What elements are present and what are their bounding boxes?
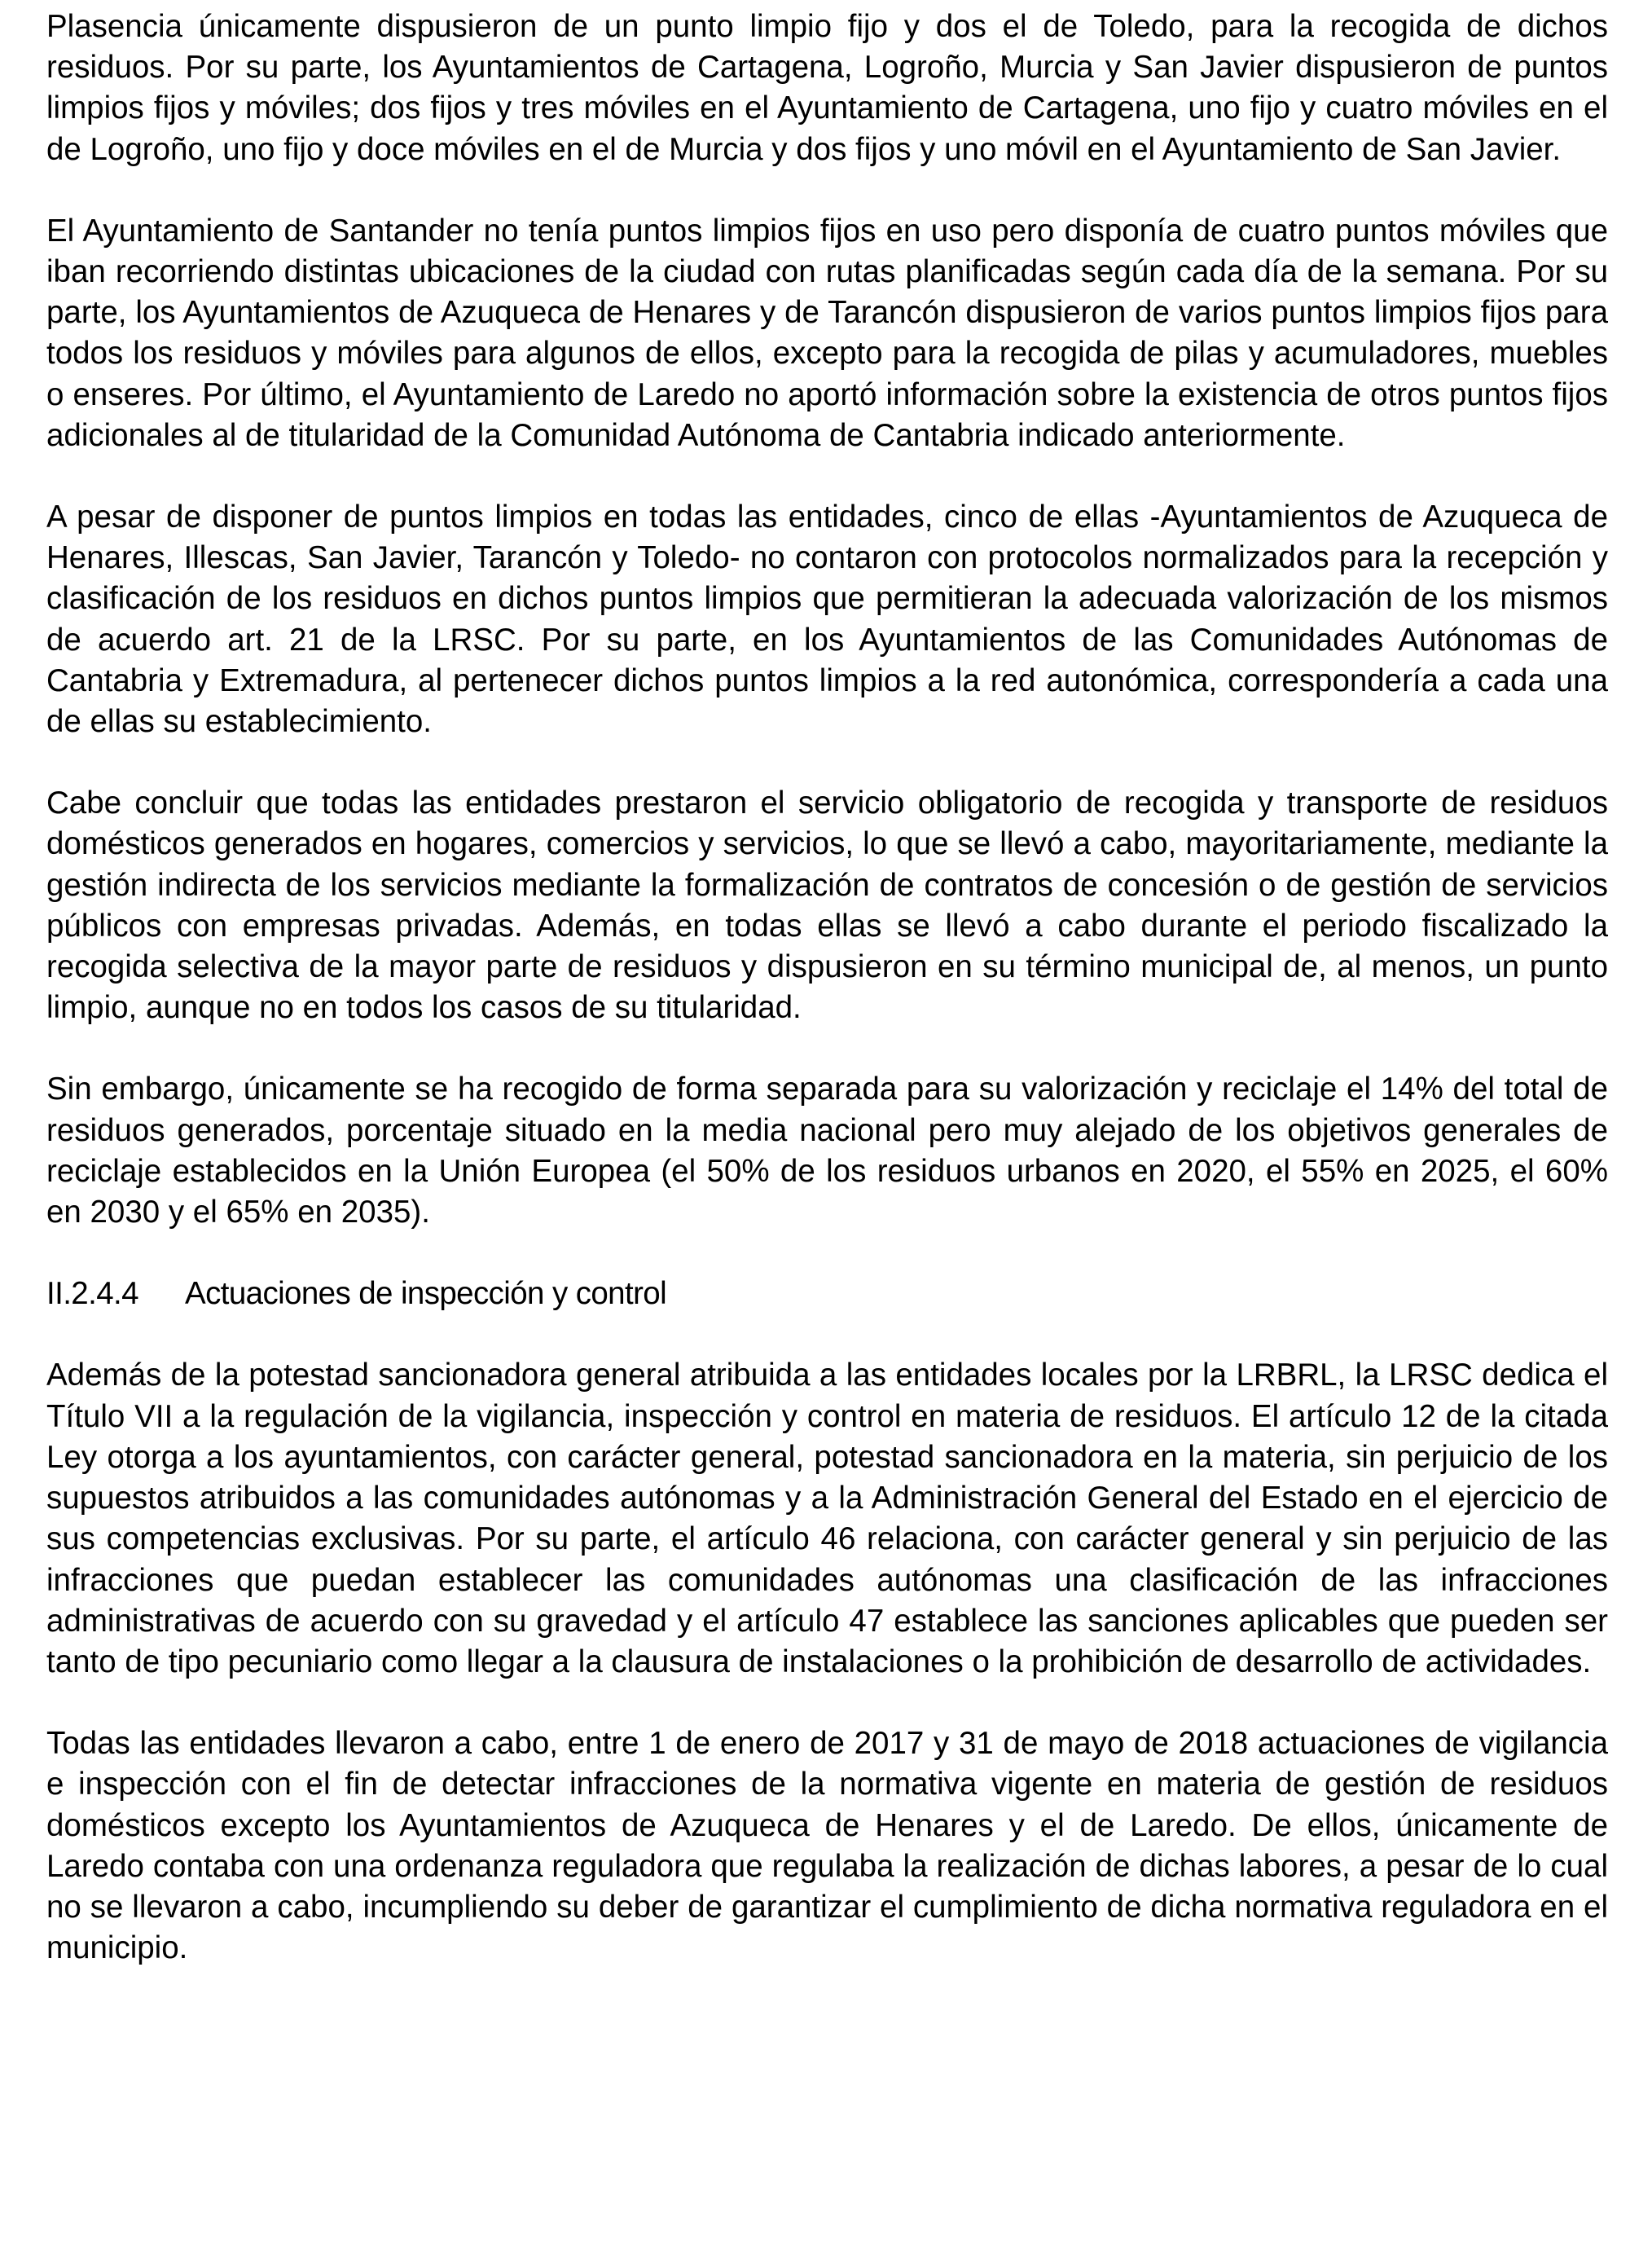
section-number: II.2.4.4 (46, 1276, 138, 1312)
document-page (46, 7, 1608, 2009)
paragraph-porcentaje-reciclaje: Sin embargo, únicamente se ha recogido de forma separada para su valorización y reciclaje el 14% del total de residuos generados, porcentaje situado en la media nacional pero muy alejado de los objetivos generales de reciclaje establecidos en la Unión Europea (el 50% de los residuos urbanos en 2020, el 55% en 2025, el 60% en 2030 y el 65% en 2035). (46, 1072, 1608, 1230)
paragraph-potestad-sancionadora: Además de la potestad sancionadora general atribuida a las entidades locales por la LRBRL, la LRSC dedica el Título VII a la regulación de la vigilancia, inspección y control en materia de residuos. El artículo 12 de la citada Ley otorga a los ayuntamientos, con carácter general, potestad sancionadora en la materia, sin perjuicio de los supuestos atribuidos a las comunidades autónomas y a la Administración General del Estado en el ejercicio de sus competencias exclusivas. Por su parte, el artículo 46 relaciona, con carácter general y sin perjuicio de las infracciones que puedan establecer las comunidades autónomas una clasificación de las infracciones administrativas de acuerdo con su gravedad y el artículo 47 establece las sanciones aplicables que pueden ser tanto de tipo pecuniario como llegar a la clausura de instalaciones o la prohibición de desarrollo de actividades. (46, 1358, 1608, 1679)
paragraph-actuaciones-vigilancia: Todas las entidades llevaron a cabo, entre 1 de enero de 2017 y 31 de mayo de 2018 actuaciones de vigilancia e inspección con el fin de detectar infracciones de la normativa vigente en materia de gestión de residuos domésticos excepto los Ayuntamientos de Azuqueca de Henares y el de Laredo. De ellos, únicamente de Laredo contaba con una ordenanza reguladora que regulaba la realización de dichas labores, a pesar de lo cual no se llevaron a cabo, incumpliendo su deber de garantizar el cumplimiento de dicha normativa reguladora en el municipio. (46, 1726, 1608, 1966)
paragraph-conclusion-servicio-recogida: Cabe concluir que todas las entidades prestaron el servicio obligatorio de recogida y transporte de residuos domésticos generados en hogares, comercios y servicios, lo que se llevó a cabo, mayoritariamente, mediante la gestión indirecta de los servicios mediante la formalización de contratos de concesión o de gestión de servicios públicos con empresas privadas. Además, en todas ellas se llevó a cabo durante el periodo fiscalizado la recogida selectiva de la mayor parte de residuos y dispusieron en su término municipal de, al menos, un punto limpio, aunque no en todos los casos de su titularidad. (46, 786, 1608, 1026)
paragraph-protocolos-normalizados: A pesar de disponer de puntos limpios en todas las entidades, cinco de ellas -Ayuntamientos de Azuqueca de Henares, Illescas, San Javier, Tarancón y Toledo- no contaron con protocolos normalizados para la recepción y clasificación de los residuos en dichos puntos limpios que permitieran la adecuada valorización de los mismos de acuerdo art. 21 de la LRSC. Por su parte, en los Ayuntamientos de las Comunidades Autónomas de Cantabria y Extremadura, al pertenecer dichos puntos limpios a la red autonómica, correspondería a cada una de ellas su establecimiento. (46, 499, 1608, 740)
paragraph-santander-puntos-moviles: El Ayuntamiento de Santander no tenía puntos limpios fijos en uso pero disponía de cuatro puntos móviles que iban recorriendo distintas ubicaciones de la ciudad con rutas planificadas según cada día de la semana. Por su parte, los Ayuntamientos de Azuqueca de Henares y de Tarancón dispusieron de varios puntos limpios fijos para todos los residuos y móviles para algunos de ellos, excepto para la recogida de pilas y acumuladores, muebles o enseres. Por último, el Ayuntamiento de Laredo no aportó información sobre la existencia de otros puntos fijos adicionales al de titularidad de la Comunidad Autónoma de Cantabria indicado anteriormente. (46, 213, 1608, 453)
section-heading (46, 1274, 1608, 1314)
paragraph-puntos-limpios-fijos-moviles: Plasencia únicamente dispusieron de un punto limpio fijo y dos el de Toledo, para la recogida de dichos residuos. Por su parte, los Ayuntamientos de Cartagena, Logroño, Murcia y San Javier dispusieron de puntos limpios fijos y móviles; dos fijos y tres móviles en el Ayuntamiento de Cartagena, uno fijo y cuatro móviles en el de Logroño, uno fijo y doce móviles en el de Murcia y dos fijos y uno móvil en el Ayuntamiento de San Javier. (46, 9, 1608, 167)
section-title: Actuaciones de inspección y control (185, 1276, 667, 1312)
